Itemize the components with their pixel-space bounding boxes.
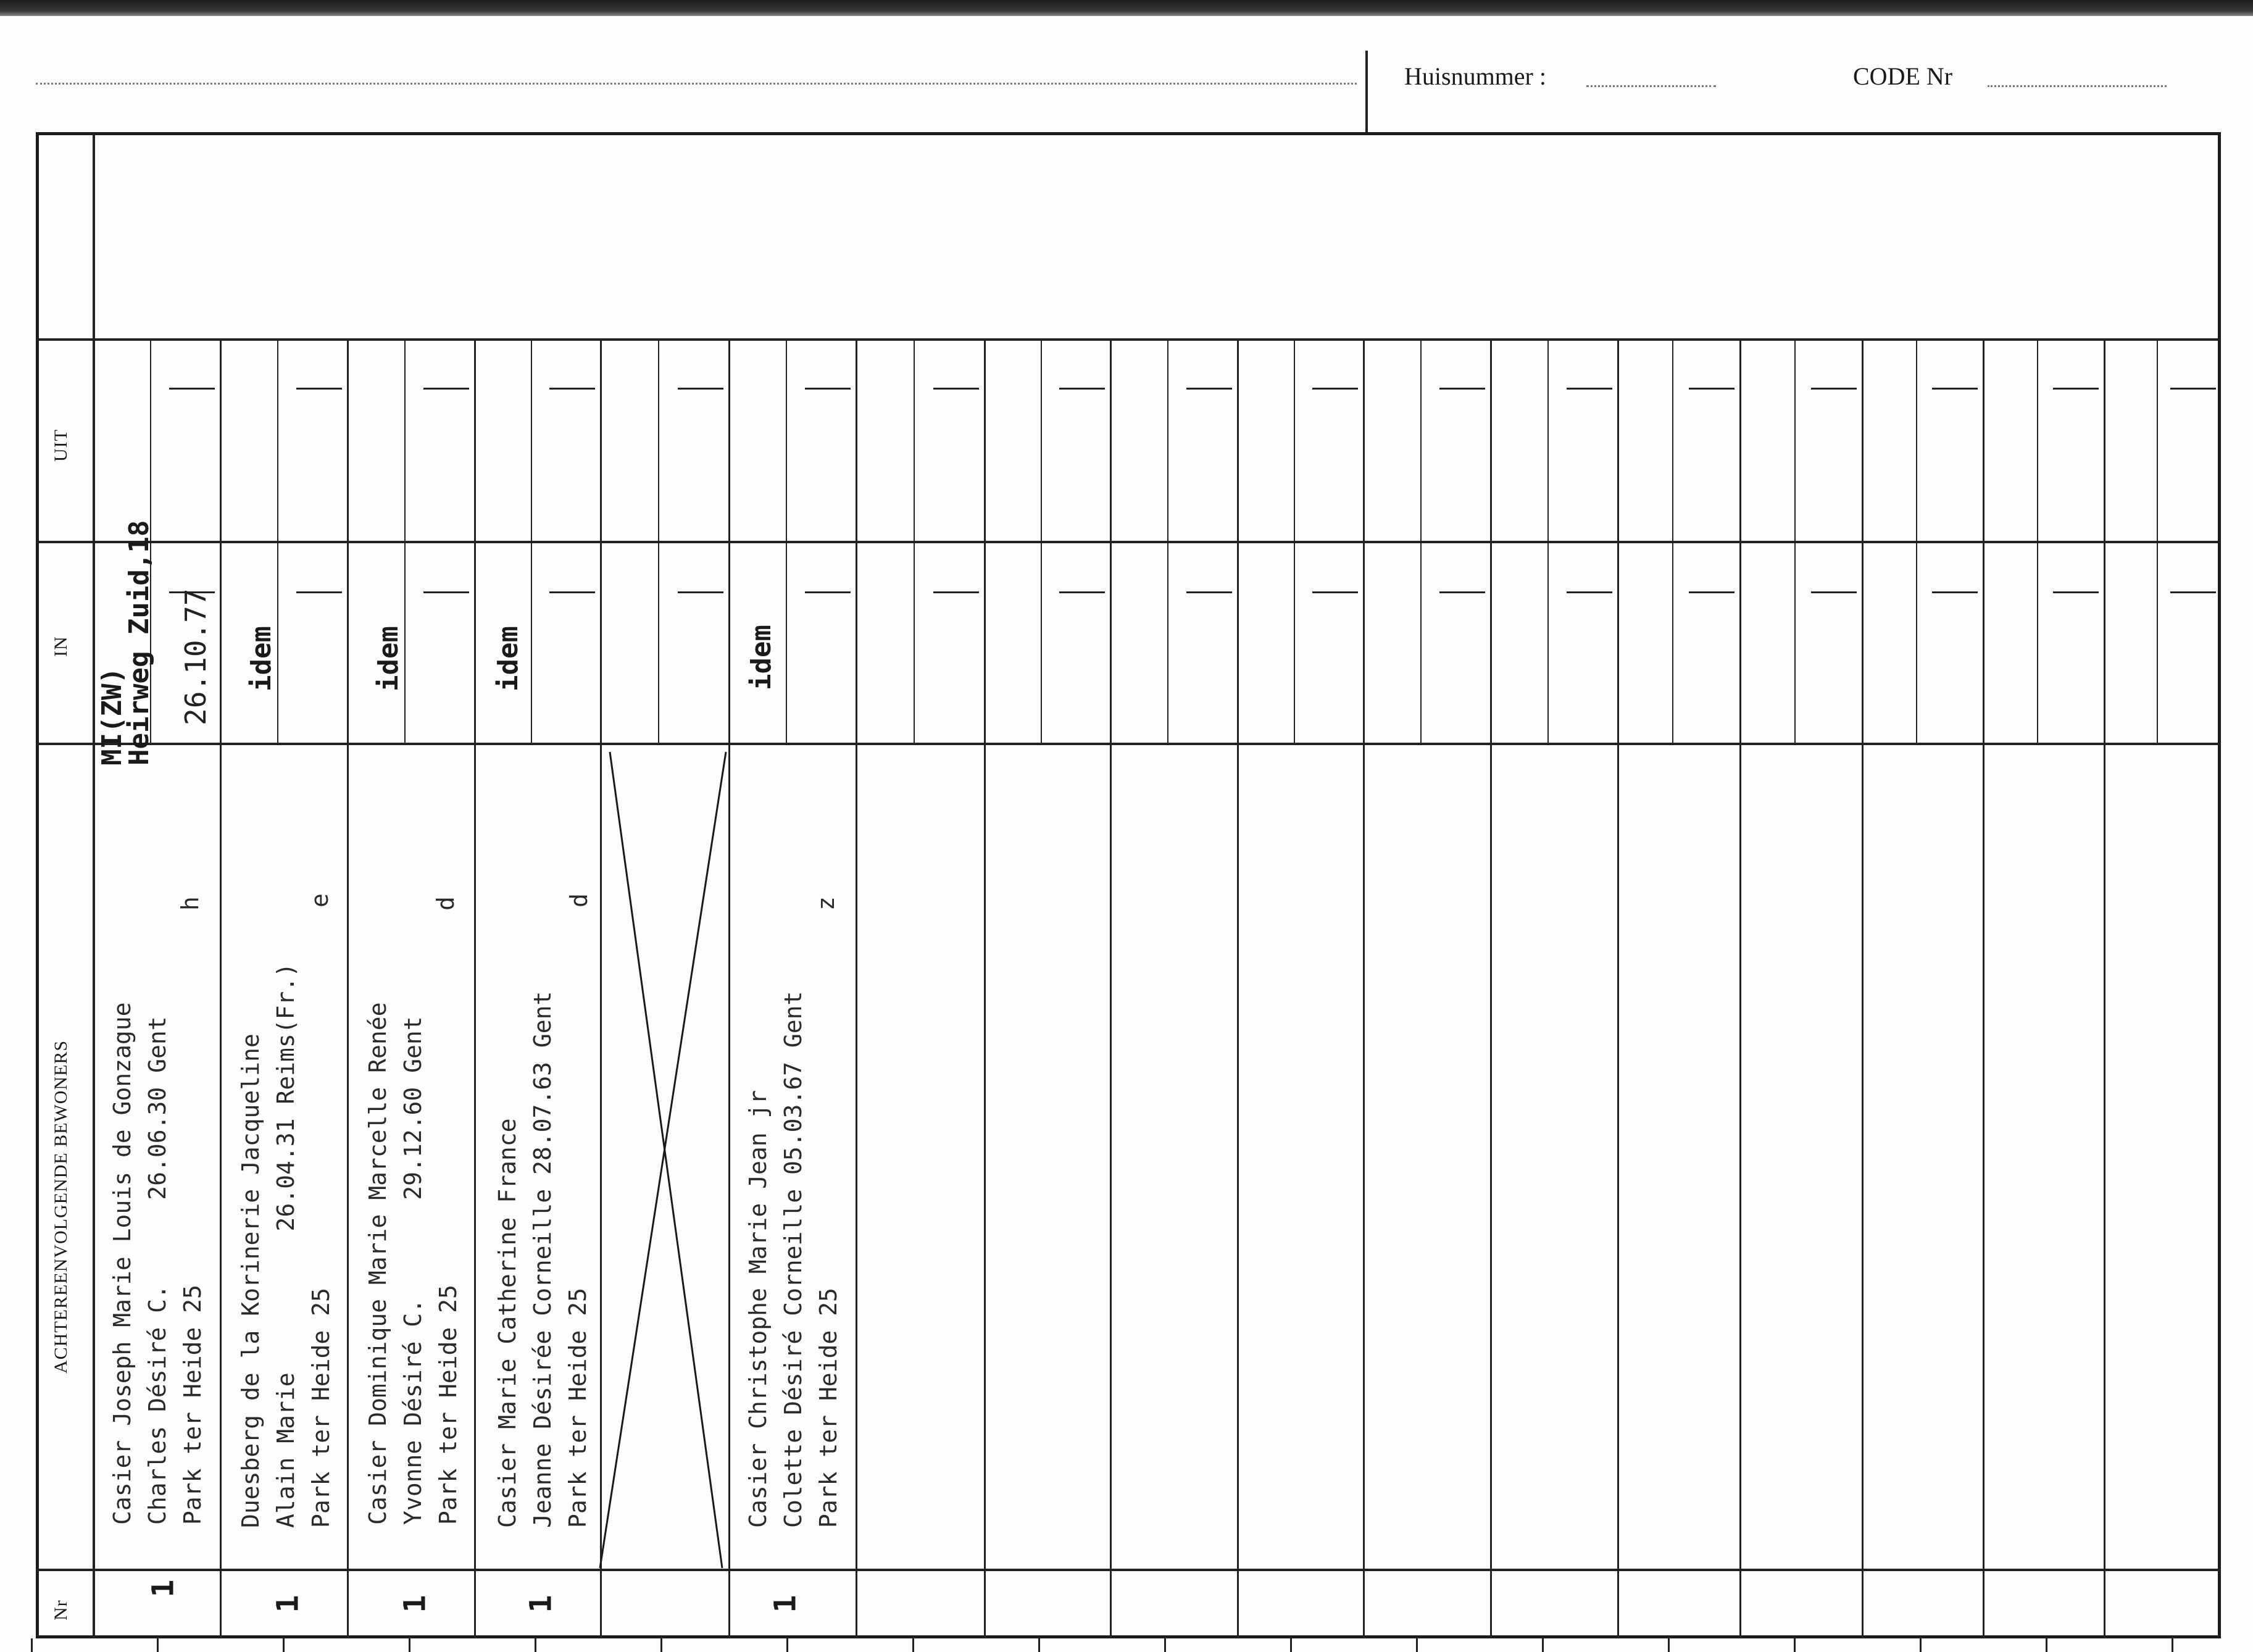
bottom-tick <box>1290 1638 1292 1652</box>
column-line <box>1237 338 1239 1638</box>
column-line <box>1110 338 1112 1638</box>
occupant-1-mark: h <box>177 896 204 911</box>
uit-dash <box>1811 388 1857 390</box>
occupant-4-name: Casier Marie Catherine France Jeanne Désirée Corneille 28.07.63 Gent Park ter Heide 25 <box>494 991 591 1528</box>
in-dash <box>423 591 469 593</box>
bottom-tick <box>1038 1638 1040 1652</box>
occupant-3-name: Casier Dominique Marie Marcelle Renée Yvonne Désiré C. 29.12.60 Gent Park ter Heide 25 <box>364 1002 462 1525</box>
label-column-divider <box>93 132 95 1638</box>
column-line <box>1363 338 1365 1638</box>
scan-edge <box>0 0 2253 16</box>
in-dash <box>2170 591 2216 593</box>
bottom-tick <box>786 1638 788 1652</box>
in-dash <box>805 591 851 593</box>
sub-column-line <box>2157 338 2158 743</box>
uit-dash <box>1186 388 1232 390</box>
uit-dash <box>549 388 595 390</box>
column-line <box>474 338 476 1638</box>
occupant-4-mark: d <box>565 893 593 907</box>
name-dotted-line <box>36 83 1357 85</box>
uit-section-label: UIT <box>51 429 71 462</box>
occupant-6-stamp: idem <box>746 625 777 690</box>
column-line <box>1490 338 1492 1638</box>
uit-dash <box>1689 388 1735 390</box>
column-line <box>1862 338 1864 1638</box>
occupant-3-nr: 1 <box>398 1595 433 1613</box>
bottom-tick <box>535 1638 536 1652</box>
uit-dash <box>2053 388 2099 390</box>
huisnummer-label: Huisnummer : <box>1404 62 1546 90</box>
in-dash <box>933 591 979 593</box>
huisnummer-field[interactable] <box>1586 85 1716 87</box>
sub-column-line <box>1294 338 1295 743</box>
sub-column-line <box>1041 338 1042 743</box>
bottom-tick <box>660 1638 662 1652</box>
uit-dash <box>1312 388 1358 390</box>
header-separator <box>1365 51 1368 135</box>
sub-column-line <box>786 338 787 743</box>
uit-dash <box>423 388 469 390</box>
bottom-tick <box>157 1638 159 1652</box>
sub-column-line <box>658 338 659 743</box>
occupant-1-nr: 1 <box>146 1579 181 1598</box>
bottom-tick <box>2172 1638 2173 1652</box>
sub-column-line <box>404 338 406 743</box>
uit-top-line <box>36 338 2221 341</box>
uit-dash <box>933 388 979 390</box>
bottom-tick <box>1542 1638 1544 1652</box>
occupant-1-move-in-date: 26.10.77 <box>179 588 212 725</box>
sub-column-line <box>1794 338 1796 743</box>
in-dash <box>296 591 342 593</box>
nr-section-label: Nr <box>51 1600 71 1621</box>
sub-column-line <box>1672 338 1673 743</box>
bottom-tick <box>1794 1638 1796 1652</box>
uit-dash <box>169 388 215 390</box>
in-dash <box>1186 591 1232 593</box>
code-nr-label: CODE Nr <box>1853 62 1953 90</box>
occupant-3-mark: d <box>432 896 459 911</box>
column-line <box>1617 338 1619 1638</box>
in-dash <box>1567 591 1612 593</box>
sub-column-line <box>1916 338 1917 743</box>
sub-column-line <box>531 338 532 743</box>
in-dash <box>549 591 595 593</box>
in-dash <box>1059 591 1105 593</box>
bottom-tick <box>409 1638 410 1652</box>
uit-dash <box>2170 388 2216 390</box>
in-dash <box>678 591 723 593</box>
occupant-4-stamp: idem <box>493 626 524 691</box>
uit-dash <box>1567 388 1612 390</box>
in-section-label: IN <box>51 636 71 657</box>
bewoners-nr-line <box>36 1569 2221 1571</box>
column-line <box>1739 338 1741 1638</box>
bottom-tick <box>283 1638 285 1652</box>
bottom-tick <box>1164 1638 1166 1652</box>
bottom-tick <box>31 1638 33 1652</box>
sub-column-line <box>1167 338 1168 743</box>
sub-column-line <box>914 338 915 743</box>
occupant-1-move-in-address: MI(ZW) Heirweg Zuid,18 <box>96 520 155 766</box>
sub-column-line <box>2037 338 2038 743</box>
bottom-tick <box>912 1638 914 1652</box>
sub-column-line <box>1420 338 1422 743</box>
bewoners-section-label: ACHTEREENVOLGENDE BEWONERS <box>51 1040 71 1374</box>
in-dash <box>1811 591 1857 593</box>
in-dash <box>1312 591 1358 593</box>
occupant-3-stamp: idem <box>373 626 404 691</box>
in-dash <box>1932 591 1978 593</box>
occupant-2-name: Duesberg de la Korinerie Jacqueline Alain Marie 26.04.31 Reims(Fr.) Park ter Heide 25 <box>237 962 335 1528</box>
bottom-tick <box>1416 1638 1418 1652</box>
bottom-tick <box>1920 1638 1922 1652</box>
occupant-4-nr: 1 <box>523 1595 559 1613</box>
occupant-2-mark: e <box>306 893 333 907</box>
occupant-2-nr: 1 <box>270 1595 306 1613</box>
occupant-6-mark: z <box>812 896 839 911</box>
column-line <box>856 338 857 1638</box>
uit-dash <box>678 388 723 390</box>
uit-in-line <box>36 541 2221 543</box>
sub-column-line <box>1547 338 1549 743</box>
column-line <box>220 338 222 1638</box>
uit-dash <box>1932 388 1978 390</box>
column-line <box>347 338 349 1638</box>
bottom-tick <box>2046 1638 2047 1652</box>
occupant-1-name: Casier Joseph Marie Louis de Gonzague Charles Désiré C. 26.06.30 Gent Park ter Heide 25 <box>109 1002 206 1525</box>
uit-dash <box>296 388 342 390</box>
sub-column-line <box>277 338 278 743</box>
uit-dash <box>805 388 851 390</box>
uit-dash <box>1439 388 1485 390</box>
column-line <box>1983 338 1984 1638</box>
occupant-2-stamp: idem <box>246 626 277 691</box>
in-bewoners-line <box>36 743 2221 745</box>
occupant-6-name: Casier Christophe Marie Jean jr Colette Désiré Corneille 05.03.67 Gent Park ter Heide 25 <box>744 991 842 1528</box>
in-dash <box>1439 591 1485 593</box>
in-dash <box>1689 591 1735 593</box>
code-nr-field[interactable] <box>1988 85 2167 87</box>
in-dash <box>2053 591 2099 593</box>
crossed-out-entry <box>599 747 732 1572</box>
column-line <box>2104 338 2105 1638</box>
bottom-tick <box>1668 1638 1670 1652</box>
occupant-6-nr: 1 <box>768 1595 803 1613</box>
uit-dash <box>1059 388 1105 390</box>
column-line <box>984 338 986 1638</box>
